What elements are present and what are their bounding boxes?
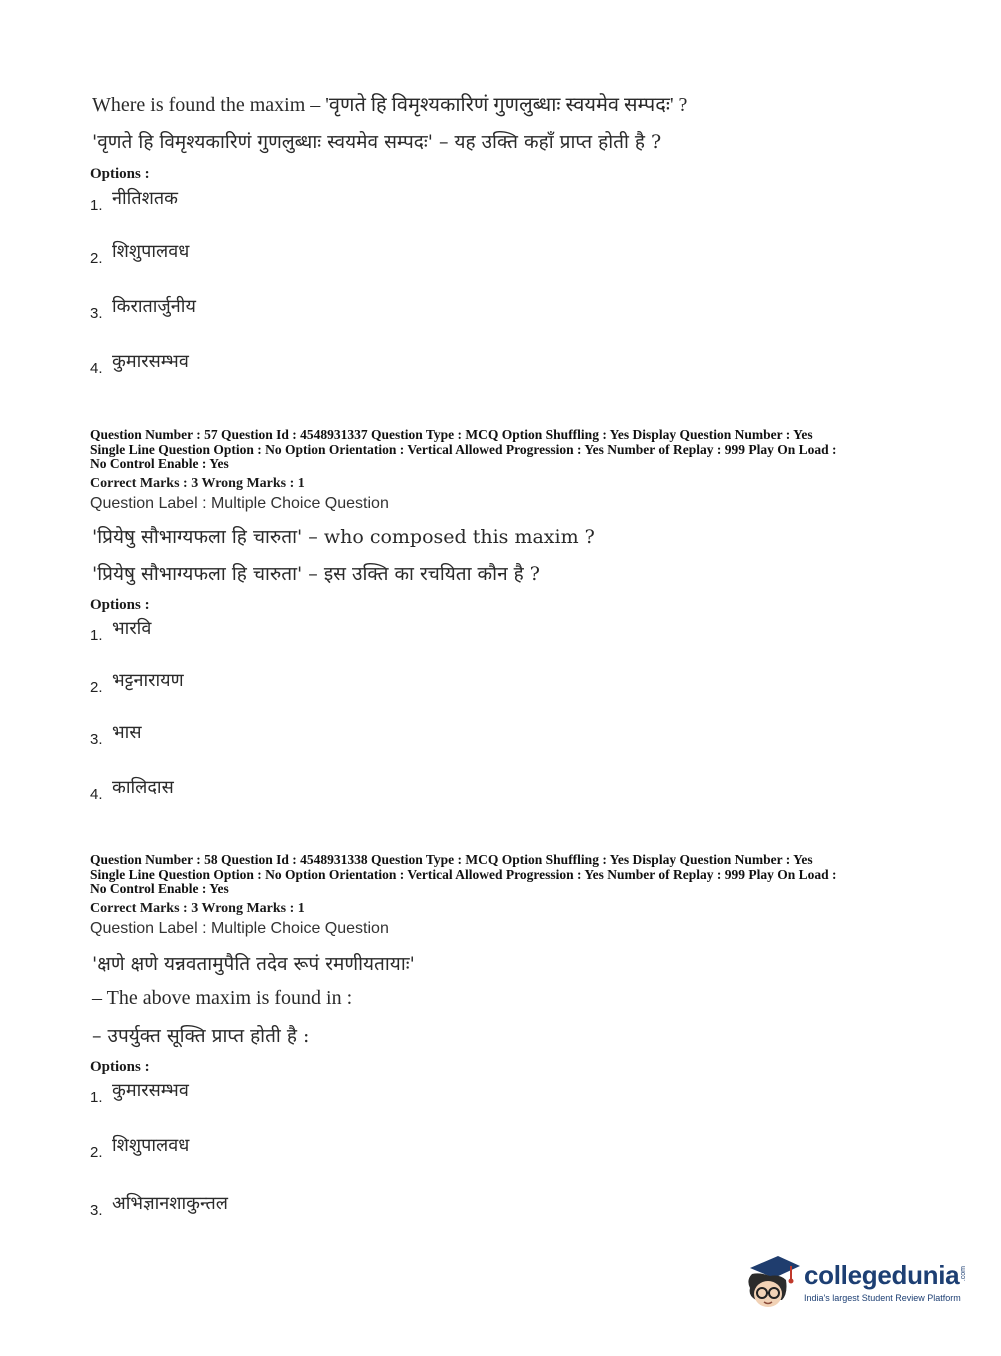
option-text: किरातार्जुनीय: [112, 296, 196, 317]
option-text: भारवि: [112, 618, 152, 639]
q56-option-2[interactable]: [90, 239, 189, 267]
q56-option-3[interactable]: [90, 294, 196, 322]
brand-suffix: .com: [960, 1265, 968, 1281]
option-text: शिशुपालवध: [112, 241, 190, 262]
q58-sanskrit-text: 'क्षणे क्षणे यन्नवतामुपैति तदेव रूपं रमणीयतायाः': [92, 953, 415, 975]
brand-tagline: India's largest Student Review Platform: [804, 1292, 961, 1303]
q56-hindi-text: 'वृणते हि विमृश्यकारिणं गुणलुब्धाः स्वयमेव सम्पदः' – यह उक्ति कहाँ प्राप्त होती है ?: [92, 131, 662, 153]
option-text: अभिज्ञानशाकुन्तल: [112, 1193, 228, 1214]
q57-meta-line-2: Single Line Question Option : No Option Orientation : Vertical Allowed Progression : Yes Number of Replay : 999 Play On Load :: [90, 441, 837, 457]
q57-marks: Correct Marks : 3 Wrong Marks : 1: [90, 476, 305, 491]
q57-meta: [90, 428, 837, 472]
q57-option-4[interactable]: [90, 775, 174, 803]
q57-option-1[interactable]: [90, 616, 151, 644]
q57-meta-line-3: No Control Enable : Yes: [90, 456, 229, 471]
q56-option-4[interactable]: [90, 349, 189, 377]
q56-options-heading: Options :: [90, 166, 150, 182]
brand-name: collegedunia: [804, 1259, 960, 1290]
student-mascot-icon: [742, 1250, 802, 1312]
q57-meta-line-1: Question Number : 57 Question Id : 4548931337 Question Type : MCQ Option Shuffling : Yes Display Question Number : Yes: [90, 427, 813, 442]
option-number: 3.: [90, 1202, 103, 1219]
option-text: शिशुपालवध: [112, 1135, 190, 1156]
option-number: 4.: [90, 786, 103, 803]
q58-option-1[interactable]: [90, 1078, 189, 1106]
option-number: 3.: [90, 731, 103, 748]
option-number: 1.: [90, 197, 103, 214]
q57-question-label: Question Label : Multiple Choice Question: [90, 495, 389, 512]
q57-option-3[interactable]: [90, 720, 141, 748]
option-text: कालिदास: [112, 777, 174, 798]
option-number: 2.: [90, 679, 103, 696]
option-number: 4.: [90, 360, 103, 377]
option-text: भास: [112, 722, 142, 743]
q58-option-3[interactable]: [90, 1191, 228, 1219]
option-text: कुमारसम्भव: [112, 351, 189, 372]
option-number: 3.: [90, 305, 103, 322]
option-text: भट्टनारायण: [112, 670, 184, 691]
q58-option-2[interactable]: [90, 1133, 189, 1161]
option-number: 2.: [90, 1144, 103, 1161]
q57-option-2[interactable]: [90, 668, 184, 696]
option-text: नीतिशतक: [112, 188, 178, 209]
q58-options-heading: Options :: [90, 1059, 150, 1075]
q57-options-heading: Options :: [90, 597, 150, 613]
collegedunia-watermark: [742, 1250, 967, 1312]
q58-meta: [90, 853, 837, 897]
q58-english-text: – The above maxim is found in :: [92, 987, 353, 1009]
q58-meta-line-1: Question Number : 58 Question Id : 4548931338 Question Type : MCQ Option Shuffling : Yes Display Question Number : Yes: [90, 852, 813, 867]
q58-meta-line-3: No Control Enable : Yes: [90, 881, 229, 896]
q57-english-text: 'प्रियेषु सौभाग्यफला हि चारुता' – who composed this maxim ?: [92, 526, 595, 548]
q58-marks: Correct Marks : 3 Wrong Marks : 1: [90, 901, 305, 916]
q58-question-label: Question Label : Multiple Choice Question: [90, 920, 389, 937]
option-number: 1.: [90, 627, 103, 644]
q58-meta-line-2: Single Line Question Option : No Option Orientation : Vertical Allowed Progression : Yes Number of Replay : 999 Play On Load :: [90, 866, 837, 882]
q56-option-1[interactable]: [90, 186, 178, 214]
option-text: कुमारसम्भव: [112, 1080, 189, 1101]
option-number: 1.: [90, 1089, 103, 1106]
q57-hindi-text: 'प्रियेषु सौभाग्यफला हि चारुता' – इस उक्ति का रचयिता कौन है ?: [92, 563, 540, 585]
q56-english-text: Where is found the maxim – 'वृणते हि विमृश्यकारिणं गुणलुब्धाः स्वयमेव सम्पदः' ?: [92, 94, 688, 116]
q58-hindi-text: – उपर्युक्त सूक्ति प्राप्त होती है :: [92, 1025, 310, 1047]
option-number: 2.: [90, 250, 103, 267]
